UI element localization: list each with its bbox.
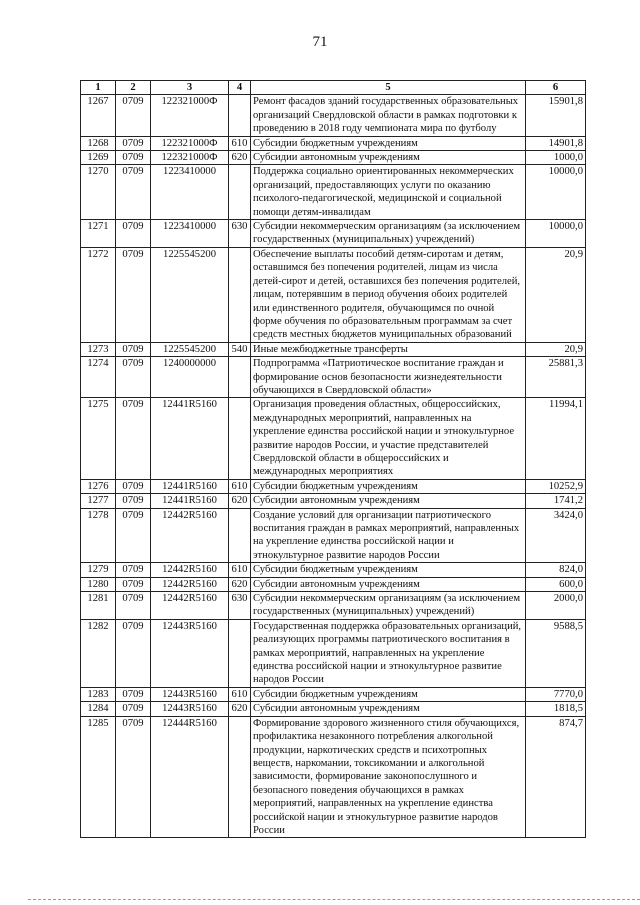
row-number-cell: 1273 <box>81 342 116 356</box>
section-code-cell: 0709 <box>116 619 151 687</box>
row-number-cell: 1281 <box>81 592 116 620</box>
table-row <box>81 702 586 716</box>
row-number-cell: 1271 <box>81 220 116 248</box>
table-row <box>81 165 586 220</box>
table-row <box>81 687 586 701</box>
target-item-code-cell: 12441R5160 <box>151 398 229 479</box>
item-name-cell: Субсидии бюджетным учреждениям <box>251 479 526 493</box>
amount-cell: 14901,8 <box>526 136 586 150</box>
item-name-cell: Субсидии бюджетным учреждениям <box>251 563 526 577</box>
row-number-cell: 1277 <box>81 494 116 508</box>
row-number-cell: 1279 <box>81 563 116 577</box>
target-item-code-cell: 1223410000 <box>151 165 229 220</box>
section-code-cell: 0709 <box>116 342 151 356</box>
target-item-code-cell: 1225545200 <box>151 342 229 356</box>
table-row <box>81 563 586 577</box>
amount-cell: 20,9 <box>526 247 586 342</box>
item-name-cell: Субсидии некоммерческим организациям (за исключением государственных (муниципальных) учреждений) <box>251 592 526 620</box>
expense-type-code-cell: 610 <box>229 687 251 701</box>
table-row <box>81 342 586 356</box>
target-item-code-cell: 12443R5160 <box>151 702 229 716</box>
expense-type-code-cell <box>229 165 251 220</box>
table-row <box>81 151 586 165</box>
section-code-cell: 0709 <box>116 702 151 716</box>
target-item-code-cell: 12441R5160 <box>151 494 229 508</box>
budget-table <box>80 80 586 838</box>
target-item-code-cell: 122321000Ф <box>151 136 229 150</box>
row-number-cell: 1270 <box>81 165 116 220</box>
page-bottom-edge <box>28 899 640 900</box>
amount-cell: 9588,5 <box>526 619 586 687</box>
expense-type-code-cell: 610 <box>229 136 251 150</box>
section-code-cell: 0709 <box>116 247 151 342</box>
amount-cell: 3424,0 <box>526 508 586 563</box>
table-row <box>81 136 586 150</box>
section-code-cell: 0709 <box>116 592 151 620</box>
table-row <box>81 577 586 591</box>
row-number-cell: 1283 <box>81 687 116 701</box>
column-header: 1 <box>81 81 116 95</box>
target-item-code-cell: 12442R5160 <box>151 577 229 591</box>
item-name-cell: Государственная поддержка образовательных организаций, реализующих программы патриотического воспитания в рамках мероприятий, направленных на укрепление единства российской нации и этнокультурное развитие народов России <box>251 619 526 687</box>
target-item-code-cell: 12442R5160 <box>151 508 229 563</box>
table-row <box>81 619 586 687</box>
table-row <box>81 494 586 508</box>
amount-cell: 11994,1 <box>526 398 586 479</box>
target-item-code-cell: 12441R5160 <box>151 479 229 493</box>
expense-type-code-cell: 610 <box>229 563 251 577</box>
item-name-cell: Подпрограмма «Патриотическое воспитание граждан и формирование основ безопасности жизнедеятельности обучающихся в Свердловской области» <box>251 357 526 398</box>
section-code-cell: 0709 <box>116 508 151 563</box>
item-name-cell: Субсидии бюджетным учреждениям <box>251 136 526 150</box>
row-number-cell: 1272 <box>81 247 116 342</box>
column-header: 4 <box>229 81 251 95</box>
expense-type-code-cell <box>229 247 251 342</box>
table-row <box>81 508 586 563</box>
table-row <box>81 479 586 493</box>
amount-cell: 15901,8 <box>526 95 586 136</box>
item-name-cell: Субсидии автономным учреждениям <box>251 151 526 165</box>
expense-type-code-cell <box>229 716 251 838</box>
page-number: 71 <box>312 34 328 50</box>
item-name-cell: Организация проведения областных, общероссийских, международных мероприятий, направленных на укрепление единства российской нации и этнокультурное развитие народов России, и участие представителей Свердловской области в общероссийских и международных мероприятиях <box>251 398 526 479</box>
section-code-cell: 0709 <box>116 577 151 591</box>
target-item-code-cell: 12443R5160 <box>151 619 229 687</box>
column-header: 3 <box>151 81 229 95</box>
section-code-cell: 0709 <box>116 357 151 398</box>
amount-cell: 2000,0 <box>526 592 586 620</box>
table-row <box>81 592 586 620</box>
section-code-cell: 0709 <box>116 479 151 493</box>
amount-cell: 10000,0 <box>526 165 586 220</box>
section-code-cell: 0709 <box>116 95 151 136</box>
expense-type-code-cell: 610 <box>229 479 251 493</box>
expense-type-code-cell: 620 <box>229 494 251 508</box>
table-body <box>81 95 586 838</box>
section-code-cell: 0709 <box>116 165 151 220</box>
section-code-cell: 0709 <box>116 687 151 701</box>
row-number-cell: 1274 <box>81 357 116 398</box>
row-number-cell: 1280 <box>81 577 116 591</box>
item-name-cell: Субсидии бюджетным учреждениям <box>251 687 526 701</box>
item-name-cell: Субсидии автономным учреждениям <box>251 702 526 716</box>
column-header: 6 <box>526 81 586 95</box>
row-number-cell: 1282 <box>81 619 116 687</box>
table-row <box>81 357 586 398</box>
amount-cell: 874,7 <box>526 716 586 838</box>
expense-type-code-cell <box>229 357 251 398</box>
item-name-cell: Формирование здорового жизненного стиля обучающихся, профилактика незаконного потребления алкогольной продукции, наркотических средств и психотропных веществ, наркомании, токсикомании и алкогольной зависимости, формирование законопослушного и безопасного поведения обучающихся в рамках мероприятий, направленных на укрепление единства российской нации и этнокультурное развитие народов России <box>251 716 526 838</box>
item-name-cell: Субсидии некоммерческим организациям (за исключением государственных (муниципальных) учреждений) <box>251 220 526 248</box>
section-code-cell: 0709 <box>116 151 151 165</box>
item-name-cell: Иные межбюджетные трансферты <box>251 342 526 356</box>
amount-cell: 1741,2 <box>526 494 586 508</box>
column-header: 5 <box>251 81 526 95</box>
item-name-cell: Ремонт фасадов зданий государственных образовательных организаций Свердловской области в рамках подготовки к проведению в 2018 году чемпионата мира по футболу <box>251 95 526 136</box>
table-row <box>81 220 586 248</box>
target-item-code-cell: 12442R5160 <box>151 563 229 577</box>
amount-cell: 1000,0 <box>526 151 586 165</box>
table-row <box>81 716 586 838</box>
amount-cell: 824,0 <box>526 563 586 577</box>
target-item-code-cell: 122321000Ф <box>151 151 229 165</box>
row-number-cell: 1284 <box>81 702 116 716</box>
row-number-cell: 1267 <box>81 95 116 136</box>
amount-cell: 7770,0 <box>526 687 586 701</box>
target-item-code-cell: 12443R5160 <box>151 687 229 701</box>
expense-type-code-cell <box>229 398 251 479</box>
table-row <box>81 398 586 479</box>
item-name-cell: Обеспечение выплаты пособий детям-сиротам и детям, оставшимся без попечения родителей, лицам из числа детей-сирот и детей, оставшихся без попечения родителей, лицам, потерявшим в период обучения обоих родителей или единственного родителя, обучающимся по очной форме обучения по образовательным программам за счет средств местных бюджетов муниципальных образований <box>251 247 526 342</box>
amount-cell: 25881,3 <box>526 357 586 398</box>
expense-type-code-cell: 630 <box>229 592 251 620</box>
table-row <box>81 247 586 342</box>
table-row <box>81 95 586 136</box>
expense-type-code-cell <box>229 95 251 136</box>
section-code-cell: 0709 <box>116 716 151 838</box>
item-name-cell: Создание условий для организации патриотического воспитания граждан в рамках мероприятий, направленных на укрепление единства российской нации и этнокультурное развитие народов России <box>251 508 526 563</box>
amount-cell: 20,9 <box>526 342 586 356</box>
target-item-code-cell: 1223410000 <box>151 220 229 248</box>
item-name-cell: Субсидии автономным учреждениям <box>251 494 526 508</box>
amount-cell: 10000,0 <box>526 220 586 248</box>
target-item-code-cell: 12444R5160 <box>151 716 229 838</box>
section-code-cell: 0709 <box>116 220 151 248</box>
amount-cell: 600,0 <box>526 577 586 591</box>
target-item-code-cell: 1225545200 <box>151 247 229 342</box>
row-number-cell: 1278 <box>81 508 116 563</box>
expense-type-code-cell <box>229 619 251 687</box>
item-name-cell: Поддержка социально ориентированных некоммерческих организаций, предоставляющих услуги по оказанию психолого-педагогической, медицинской и социальной помощи детям-инвалидам <box>251 165 526 220</box>
expense-type-code-cell: 620 <box>229 702 251 716</box>
amount-cell: 1818,5 <box>526 702 586 716</box>
target-item-code-cell: 1240000000 <box>151 357 229 398</box>
expense-type-code-cell: 630 <box>229 220 251 248</box>
expense-type-code-cell: 620 <box>229 151 251 165</box>
table-header-row <box>81 81 586 95</box>
section-code-cell: 0709 <box>116 494 151 508</box>
amount-cell: 10252,9 <box>526 479 586 493</box>
row-number-cell: 1276 <box>81 479 116 493</box>
expense-type-code-cell: 540 <box>229 342 251 356</box>
column-header: 2 <box>116 81 151 95</box>
section-code-cell: 0709 <box>116 398 151 479</box>
section-code-cell: 0709 <box>116 136 151 150</box>
section-code-cell: 0709 <box>116 563 151 577</box>
expense-type-code-cell: 620 <box>229 577 251 591</box>
row-number-cell: 1275 <box>81 398 116 479</box>
row-number-cell: 1269 <box>81 151 116 165</box>
row-number-cell: 1268 <box>81 136 116 150</box>
row-number-cell: 1285 <box>81 716 116 838</box>
item-name-cell: Субсидии автономным учреждениям <box>251 577 526 591</box>
target-item-code-cell: 122321000Ф <box>151 95 229 136</box>
target-item-code-cell: 12442R5160 <box>151 592 229 620</box>
expense-type-code-cell <box>229 508 251 563</box>
